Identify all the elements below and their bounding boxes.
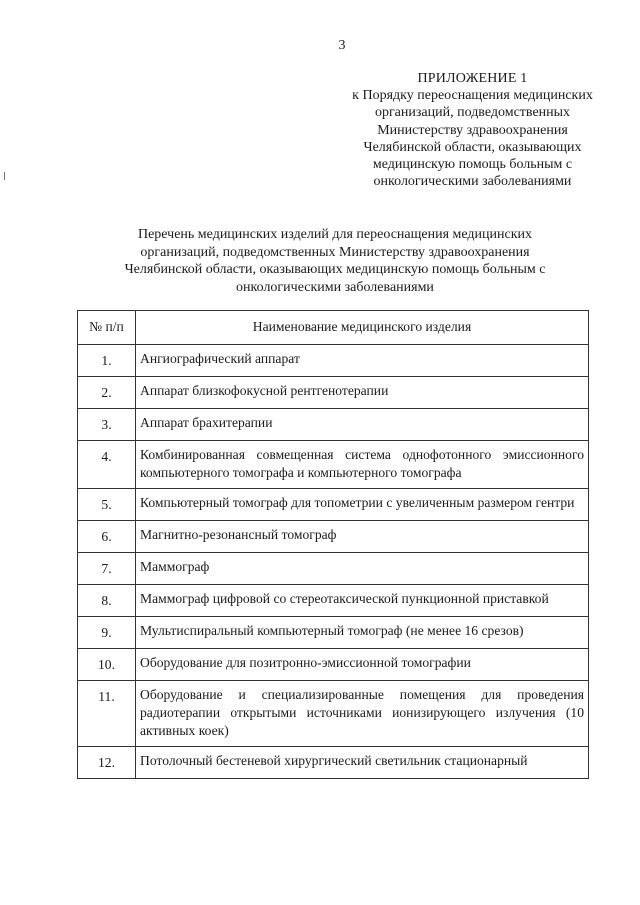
- row-num: 4.: [78, 441, 136, 489]
- row-num: 3.: [78, 409, 136, 441]
- table-row: [78, 441, 589, 489]
- scan-mark: [4, 172, 5, 180]
- row-name: Маммограф цифровой со стереотаксической пункционной приставкой: [136, 585, 589, 617]
- row-name: Компьютерный томограф для топометрии с увеличенным размером гентри: [136, 489, 589, 521]
- row-num: 11.: [78, 681, 136, 747]
- table-row: [78, 681, 589, 747]
- table-row: [78, 409, 589, 441]
- row-num: 2.: [78, 377, 136, 409]
- row-name: Аппарат близкофокусной рентгенотерапии: [136, 377, 589, 409]
- row-name: Магнитно-резонансный томограф: [136, 521, 589, 553]
- appendix-block: [340, 70, 605, 190]
- row-num: 1.: [78, 345, 136, 377]
- row-num: 12.: [78, 747, 136, 779]
- table-row: [78, 377, 589, 409]
- row-name: Оборудование и специализированные помещения для проведения радиотерапии открытыми источниками ионизирующего излучения (10 активных коек): [136, 681, 589, 747]
- row-name: Маммограф: [136, 553, 589, 585]
- table-row: [78, 585, 589, 617]
- row-name: Потолочный бестеневой хирургический светильник стационарный: [136, 747, 589, 779]
- appendix-text: к Порядку переоснащения медицинских организаций, подведомственных Министерству здравоохранения Челябинской области, оказывающих медицинскую помощь больным с онкологическими заболеваниями: [352, 88, 593, 190]
- row-name: Комбинированная совмещенная система однофотонного эмиссионного компьютерного томографа и компьютерного томографа: [136, 441, 589, 489]
- table-row: [78, 649, 589, 681]
- medical-devices-table: [77, 310, 589, 779]
- page-number: 3: [338, 38, 346, 53]
- table-row: [78, 553, 589, 585]
- row-num: 8.: [78, 585, 136, 617]
- row-num: 6.: [78, 521, 136, 553]
- header-num: № п/п: [78, 311, 136, 345]
- row-num: 9.: [78, 617, 136, 649]
- table-row: [78, 747, 589, 779]
- table-header-row: [78, 311, 589, 345]
- row-num: 5.: [78, 489, 136, 521]
- table-row: [78, 521, 589, 553]
- table-row: [78, 489, 589, 521]
- table-row: [78, 617, 589, 649]
- table-row: [78, 345, 589, 377]
- document-title: Перечень медицинских изделий для переоснащения медицинских организаций, подведомственных Министерству здравоохранения Челябинской области, оказывающих медицинскую помощь больным с онкологическими заболеваниями: [124, 227, 546, 295]
- appendix-heading: ПРИЛОЖЕНИЕ 1: [417, 71, 528, 86]
- row-name: Ангиографический аппарат: [136, 345, 589, 377]
- row-name: Аппарат брахитерапии: [136, 409, 589, 441]
- row-num: 7.: [78, 553, 136, 585]
- row-num: 10.: [78, 649, 136, 681]
- row-name: Оборудование для позитронно-эмиссионной томографии: [136, 649, 589, 681]
- header-name: Наименование медицинского изделия: [136, 311, 589, 345]
- row-name: Мультиспиральный компьютерный томограф (не менее 16 срезов): [136, 617, 589, 649]
